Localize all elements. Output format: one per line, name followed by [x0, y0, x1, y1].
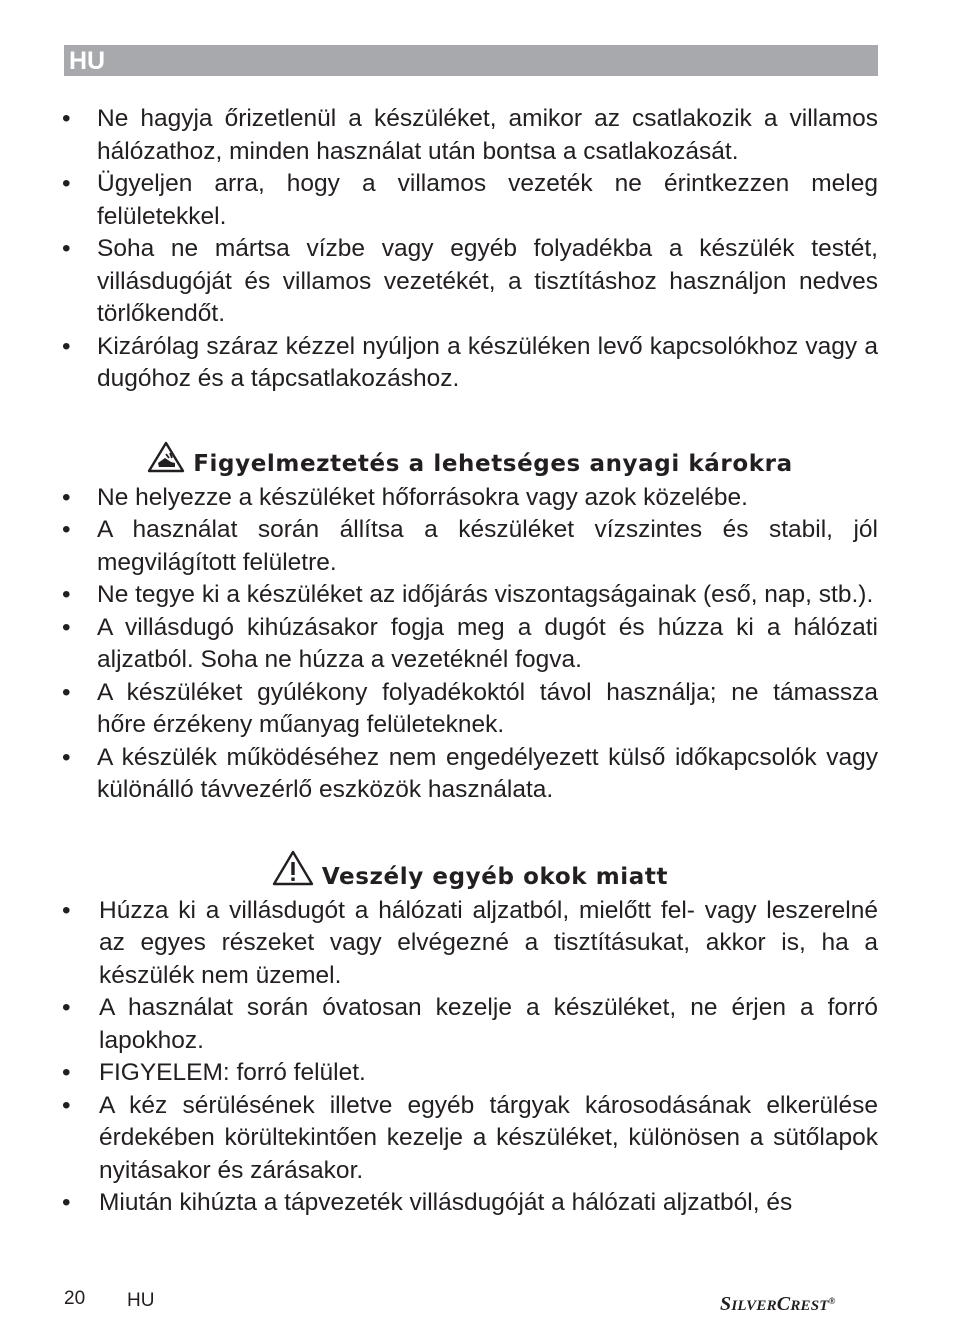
- footer-language-label: HU: [127, 1290, 155, 1311]
- list-item: • Ne hagyja őrizetlenül a készüléket, amikor az csatlakozik a villamos hálózathoz, minden használat után bontsa a csatlakozását.: [62, 105, 878, 165]
- language-header-bar: [64, 45, 878, 76]
- list-item: • A készüléket gyúlékony folyadékoktól távol használja; ne támassza hőre érzékeny műanyag felületeknek.: [62, 678, 878, 738]
- list-item: • Kizárólag száraz kézzel nyúljon a készüléken levő kapcsolókhoz vagy a dugóhoz és a tápcsatlakozáshoz.: [62, 332, 878, 392]
- list-item: • A készülék működéséhez nem engedélyezett külső időkapcsolók vagy különálló távvezérlő eszközök használata.: [62, 743, 878, 803]
- list-item: • Miután kihúzta a tápvezeték villásdugóját a hálózati aljzatból, és: [62, 1189, 793, 1216]
- safety-list-general: [62, 103, 878, 396]
- list-item: • A villásdugó kihúzásakor fogja meg a dugót és húzza ki a hálózati aljzatból. Soha ne húzza a vezetéknél fogva.: [62, 613, 878, 673]
- list-item: • FIGYELEM: forró felület.: [62, 1059, 366, 1086]
- list-item: • Ügyeljen arra, hogy a villamos vezeték ne érintkezzen meleg felületekkel.: [62, 170, 878, 230]
- section-heading-other-dangers: Veszély egyéb okok miatt: [62, 850, 878, 895]
- language-label: HU: [69, 47, 106, 75]
- hand-warning-icon: [147, 441, 185, 482]
- list-item: • Ne tegye ki a készüléket az időjárás viszontagságainak (eső, nap, stb.).: [62, 581, 874, 608]
- page-number: 20: [64, 1288, 86, 1309]
- brand-logo: SILVERCREST®: [720, 1293, 836, 1315]
- list-item: • Ne helyezze a készüléket hőforrásokra vagy azok közelébe.: [62, 483, 748, 511]
- section-heading-material-damage: Figyelmeztetés a lehetséges anyagi károkra: [62, 441, 878, 482]
- list-item: • A kéz sérülésének illetve egyéb tárgyak károsodásának elkerülése érdekében körültekintően kezelje a készüléket, különösen a sütőlapok nyitásakor és zárásakor.: [62, 1091, 878, 1184]
- safety-list-material-damage: [62, 482, 878, 807]
- list-item: • Húzza ki a villásdugót a hálózati aljzatból, mielőtt fel- vagy leszerelné az egyes részeket vagy elvégezné a tisztításukat, akkor is, ha a készülék nem üzemel.: [62, 896, 878, 989]
- list-item: • Soha ne mártsa vízbe vagy egyéb folyadékba a készülék testét, villásdugóját és villamos vezetékét, a tisztításhoz használjon nedves törlőkendőt.: [62, 235, 878, 327]
- page-content: [62, 103, 878, 1220]
- list-item: • A használat során állítsa a készüléket vízszintes és stabil, jól megvilágított felületre.: [62, 516, 878, 576]
- warning-triangle-icon: [272, 850, 314, 895]
- safety-list-other-dangers: [62, 895, 878, 1220]
- list-item: • A használat során óvatosan kezelje a készüléket, ne érjen a forró lapokhoz.: [62, 994, 878, 1054]
